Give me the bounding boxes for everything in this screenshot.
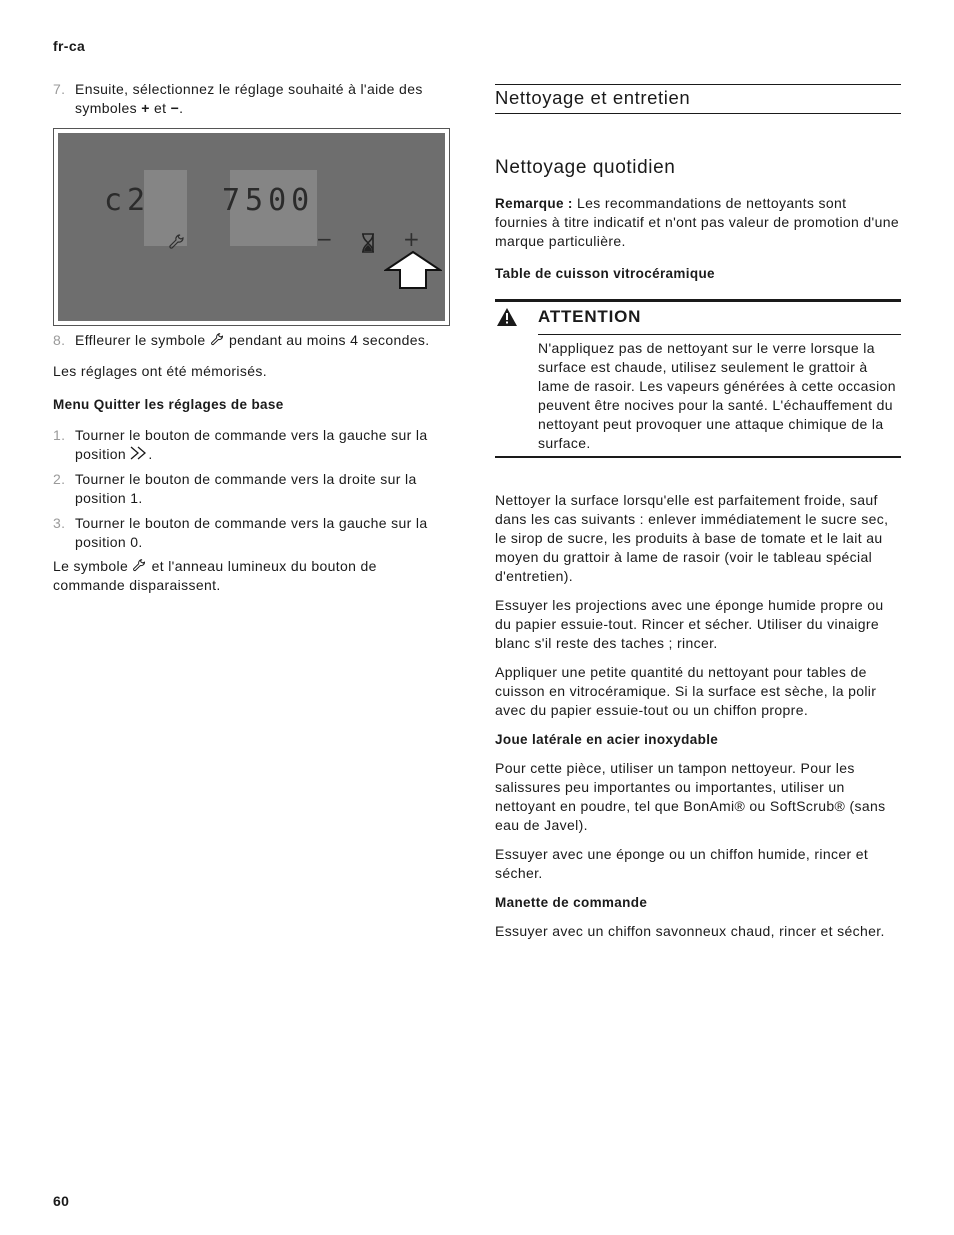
step-text: Ensuite, sélectionnez le réglage souhaité à l'aide des symboles — [75, 81, 423, 116]
paragraph: Nettoyer la surface lorsqu'elle est parfaitement froide, sauf dans les cas suivants : enlever immédiatement le sucre sec, le sirop de sucre, les produits à base de tomate et le lait au moyen du grattoir à lame de rasoir (voir le tableau spécial d'entretien). — [495, 492, 889, 584]
language-code: fr-ca — [53, 38, 86, 54]
double-chevron-icon — [130, 446, 148, 460]
inox-heading: Joue latérale en acier inoxydable — [495, 732, 719, 747]
saved-message: Les réglages ont été mémorisés. — [53, 363, 267, 379]
attention-bottom-rule — [495, 456, 901, 458]
page-number: 60 — [53, 1193, 70, 1209]
attention-title: ATTENTION — [538, 307, 642, 326]
reset-steps — [53, 426, 463, 558]
title-rule — [495, 113, 901, 114]
list-item — [53, 470, 463, 508]
step-8 — [53, 331, 473, 356]
panel-plus-button: + — [403, 227, 421, 251]
cleaning-text — [495, 491, 901, 951]
attention-top-rule — [495, 299, 901, 302]
sub-title: Nettoyage quotidien — [495, 157, 676, 178]
note-text: Les recommandations de nettoyants sont fournies à titre indicatif et n'ont pas valeur de promotion d'une marque particulière. — [495, 195, 899, 249]
knob-heading: Manette de commande — [495, 895, 648, 910]
note-label: Remarque : — [495, 196, 573, 211]
step-text: pendant au moins 4 secondes. — [228, 332, 430, 348]
list-item — [53, 426, 463, 464]
step-number: 7. — [53, 81, 66, 97]
step-text: Tourner le bouton de commande vers la gauche sur la position 0. — [75, 515, 428, 550]
arrow-up-icon — [384, 250, 442, 290]
step-text: Tourner le bouton de commande vers la gauche sur la position — [75, 427, 428, 462]
section-title: Nettoyage et entretien — [495, 87, 691, 108]
step-number: 1. — [53, 427, 66, 443]
paragraph: Essuyer avec une éponge ou un chiffon humide, rincer et sécher. — [495, 846, 869, 881]
minus-symbol: − — [170, 100, 180, 116]
step-text: . — [179, 100, 184, 116]
step-7 — [53, 80, 463, 124]
step-text: Effleurer le symbole — [75, 332, 206, 348]
attention-text: N'appliquez pas de nettoyant sur le verre lorsque la surface est chaude, utilisez seulement le grattoir à lame de rasoir. Les vapeurs générées à cette occasion peuvent être nocives pour la santé. L'échauffement du nettoyant peut provoquer une attaque chimique de la surface. — [538, 340, 896, 451]
control-panel-illustration — [58, 133, 445, 321]
wrench-icon — [168, 233, 186, 251]
display-mode: c2 — [104, 183, 151, 218]
list-item — [53, 514, 463, 552]
wrench-icon — [132, 558, 147, 573]
panel-minus-button: − — [316, 227, 334, 251]
closing-text: et l'anneau lumineux du bouton de commande disparaissent. — [53, 558, 377, 593]
closing-text: Le symbole — [53, 558, 129, 574]
step-number: 3. — [53, 515, 66, 531]
step-number: 8. — [53, 332, 66, 348]
hourglass-icon — [360, 233, 376, 253]
wrench-icon — [210, 332, 225, 347]
vitro-heading: Table de cuisson vitrocéramique — [495, 266, 715, 281]
step-text: . — [148, 446, 153, 462]
menu-heading: Menu Quitter les réglages de base — [53, 397, 284, 412]
plus-symbol: + — [141, 100, 150, 116]
note-paragraph — [495, 194, 901, 251]
closing-paragraph — [53, 557, 443, 595]
top-rule — [495, 84, 901, 85]
paragraph: Essuyer avec un chiffon savonneux chaud, rincer et sécher. — [495, 923, 885, 939]
step-number: 2. — [53, 471, 66, 487]
paragraph: Essuyer les projections avec une éponge humide propre ou du papier essuie-tout. Rincer et sécher. Utiliser du vinaigre blanc s'il reste des taches ; rincer. — [495, 597, 884, 651]
paragraph: Appliquer une petite quantité du nettoyant pour tables de cuisson en vitrocéramique. Si la surface est sèche, la polir avec du papier essuie-tout ou un chiffon propre. — [495, 664, 877, 718]
attention-title-rule — [538, 334, 901, 335]
step-text: et — [153, 100, 167, 116]
paragraph: Pour cette pièce, utiliser un tampon nettoyeur. Pour les salissures peu importantes ou importantes, utiliser un nettoyant en poudre, tel que BonAmi® ou SoftScrub® (sans eau de Javel). — [495, 760, 886, 833]
step-text: Tourner le bouton de commande vers la droite sur la position 1. — [75, 471, 417, 506]
display-value: 7500 — [222, 183, 315, 218]
warning-icon — [496, 307, 518, 327]
